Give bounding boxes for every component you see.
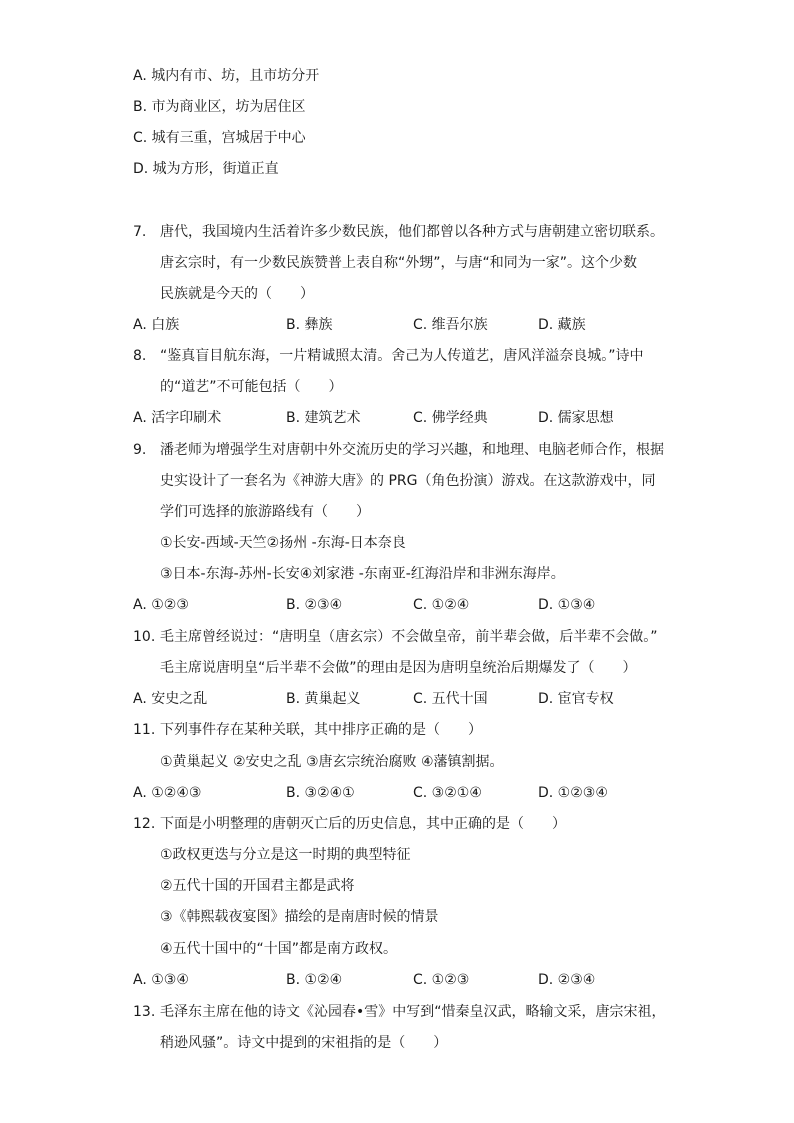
q13-stem-line-2: 稍逊风骚”。诗文中提到的宋祖指的是（ ）	[160, 1035, 448, 1051]
q12-stem-line-1: 下面是小明整理的唐朝灭亡后的历史信息，其中正确的是（ ）	[160, 816, 566, 832]
q12-statement-2: ②五代十国的开国君主都是武将	[160, 878, 355, 894]
q8-option-d: D. 儒家思想	[538, 410, 614, 426]
q9-stem-line-3: 学们可选择的旅游路线有（ ）	[160, 504, 370, 520]
q8-option-b: B. 建筑艺术	[286, 410, 361, 426]
q6-option-d: D. 城为方形，街道正直	[133, 161, 279, 177]
q13-stem-line-1: 毛泽东主席在他的诗文《沁园春•雪》中写到“惜秦皇汉武，略输文采，唐宗宋祖，	[160, 1004, 666, 1020]
q10-stem-line-2: 毛主席说唐明皇“后半辈不会做”的理由是因为唐明皇统治后期爆发了（ ）	[160, 660, 637, 676]
q12-number: 12.	[133, 816, 156, 832]
q8-option-c: C. 佛学经典	[413, 410, 488, 426]
q12-option-b: B. ①②④	[286, 972, 343, 988]
q9-stem-line-1: 潘老师为增强学生对唐朝中外交流历史的学习兴趣，和地理、电脑老师合作，根据	[160, 442, 664, 458]
q12-option-c: C. ①②③	[413, 972, 470, 988]
q7-stem-line-1: 唐代，我国境内生活着许多少数民族，他们都曾以各种方式与唐朝建立密切联系。	[160, 224, 664, 240]
q7-number: 7.	[133, 224, 147, 240]
q8-number: 8.	[133, 348, 147, 364]
q9-route-line-1: ①长安-西域-天竺②扬州 -东海-日本奈良	[160, 535, 406, 551]
q12-option-a: A. ①③④	[133, 972, 189, 988]
q7-option-b: B. 彝族	[286, 317, 333, 333]
q11-option-a: A. ①②④③	[133, 785, 202, 801]
q10-option-b: B. 黄巢起义	[286, 691, 361, 707]
q11-option-b: B. ③②④①	[286, 785, 355, 801]
q9-option-c: C. ①②④	[413, 597, 470, 613]
q7-option-d: D. 藏族	[538, 317, 586, 333]
q6-option-c: C. 城有三重，宫城居于中心	[133, 130, 306, 146]
q7-stem-line-3: 民族就是今天的（ ）	[160, 286, 314, 302]
q9-option-a: A. ①②③	[133, 597, 189, 613]
q10-stem-line-1: 毛主席曾经说过：“唐明皇（唐玄宗）不会做皇帝，前半辈会做，后半辈不会做。”	[160, 629, 658, 645]
q10-option-d: D. 宦官专权	[538, 691, 614, 707]
q7-option-c: C. 维吾尔族	[413, 317, 488, 333]
q7-option-a: A. 白族	[133, 317, 180, 333]
q10-number: 10.	[133, 629, 156, 645]
q12-statement-1: ①政权更迭与分立是这一时期的典型特征	[160, 847, 411, 863]
q9-option-b: B. ②③④	[286, 597, 343, 613]
q9-route-line-2: ③日本-东海-苏州-长安④刘家港 -东南亚-红海沿岸和非洲东海岸。	[160, 566, 565, 582]
q8-stem-line-2: 的“道艺”不可能包括（ ）	[160, 379, 343, 395]
q11-option-c: C. ③②①④	[413, 785, 482, 801]
q8-option-a: A. 活字印刷术	[133, 410, 222, 426]
q11-option-d: D. ①②③④	[538, 785, 608, 801]
q12-option-d: D. ②③④	[538, 972, 596, 988]
q11-stem-line-1: 下列事件存在某种关联，其中排序正确的是（ ）	[160, 722, 482, 738]
q6-option-b: B. 市为商业区，坊为居住区	[133, 99, 306, 115]
q9-stem-line-2: 史实设计了一套名为《神游大唐》的 PRG（角色扮演）游戏。在这款游戏中，同	[160, 473, 656, 489]
q11-number: 11.	[133, 722, 156, 738]
q10-option-a: A. 安史之乱	[133, 691, 208, 707]
q9-number: 9.	[133, 442, 147, 458]
q6-option-a: A. 城内有市、坊，且市坊分开	[133, 68, 320, 84]
q8-stem-line-1: “鉴真盲目航东海，一片精诚照太清。舍己为人传道艺，唐风洋溢奈良城。”诗中	[160, 348, 644, 364]
q9-option-d: D. ①③④	[538, 597, 596, 613]
q10-option-c: C. 五代十国	[413, 691, 488, 707]
q12-statement-3: ③《韩熙载夜宴图》描绘的是南唐时候的情景	[160, 909, 439, 925]
q11-events-line: ①黄巢起义 ②安史之乱 ③唐玄宗统治腐败 ④藩镇割据。	[160, 754, 504, 770]
q13-number: 13.	[133, 1004, 156, 1020]
q7-stem-line-2: 唐玄宗时，有一少数民族赞普上表自称“外甥”，与唐“和同为一家”。这个少数	[160, 255, 638, 271]
q12-statement-4: ④五代十国中的“十国”都是南方政权。	[160, 941, 398, 957]
